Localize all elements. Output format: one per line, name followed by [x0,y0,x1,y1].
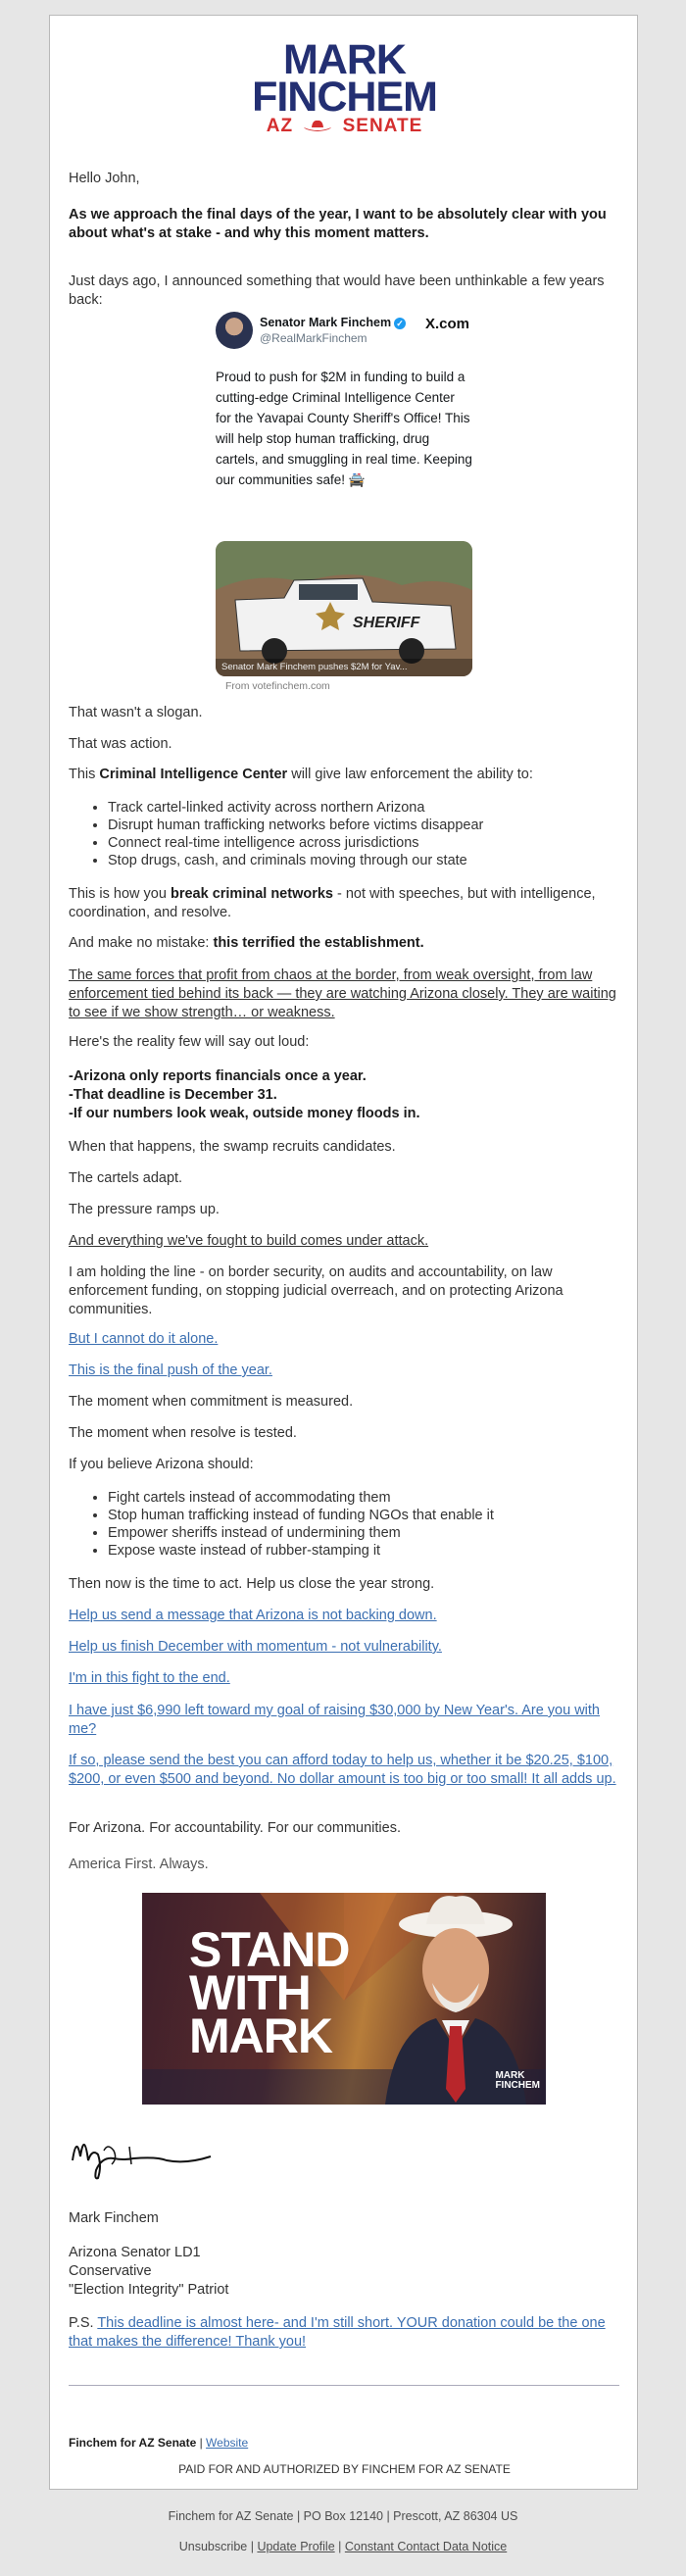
afford-link[interactable]: If so, please send the best you can afford today to help us, whether it be $20.25, $100, $200, or even $500 and beyond. No dollar amount is too big or too small! It all adds up. [69,1753,616,1787]
reports-line-1: -Arizona only reports financials once a year. [69,1068,367,1084]
logo-senate: SENATE [342,116,423,136]
goal-link-wrap [69,1702,619,1739]
banner-badge-mark: MARK [495,2070,525,2081]
logo-finchem: FINCHEM [252,74,437,121]
list-item: • Track cartel-linked activity across northern Arizona [108,799,617,817]
momentum-link-wrap [69,1638,619,1657]
sheriff-truck-image [216,541,472,676]
para-attack: And everything we've fought to build comes under attack. [69,1233,429,1249]
truck-label: SHERIFF [353,615,420,631]
tweet-image-caption: Senator Mark Finchem pushes $2M for Yav... [216,659,472,676]
para-center: This Criminal Intelligence Center will give law enforcement the ability to: [69,767,533,782]
footer-org-name: Finchem for AZ Senate [69,2436,197,2450]
campaign-logo [50,36,639,137]
banner-badge [495,2071,540,2091]
para-for-arizona: For Arizona. For accountability. For our communities. [69,1820,401,1836]
update-profile-link[interactable]: Update Profile [257,2540,335,2553]
para-break-networks: This is how you break criminal networks - not with speeches, but with intelligence, coordination, and resolve. [69,886,596,920]
reports-line-3: -If our numbers look weak, outside money floods in. [69,1106,420,1121]
para-slogan: That wasn't a slogan. [69,705,203,720]
tweet-handle: @RealMarkFinchem [260,331,368,345]
card-footer-org: Finchem for AZ Senate | Website [69,2436,249,2450]
x-logo-icon [425,315,469,334]
footer-links: Unsubscribe | Update Profile | Constant Contact Data Notice [178,2540,508,2553]
banner-word-mark: MARK [189,2008,332,2063]
para-reality: Here's the reality few will say out loud: [69,1034,310,1050]
signer-title-2: Conservative [69,2263,152,2279]
fight-link-wrap [69,1669,619,1688]
banner-word-stand: STAND [189,1922,350,1977]
signer-name: Mark Finchem [69,2210,159,2226]
logo-subtitle [50,116,639,137]
tweet-author-name: Senator Mark Finchem ✓ [260,315,406,331]
beliefs-list [88,1489,617,1560]
banner-word-with: WITH [189,1965,311,2020]
list-item: • Fight cartels instead of accommodating them [108,1489,617,1507]
goal-link[interactable]: I have just $6,990 left toward my goal of raising $30,000 by New Year's. Are you with me? [69,1703,601,1737]
para-america-first: America First. Always. [69,1857,209,1872]
embedded-tweet[interactable] [215,306,475,692]
banner-slogan [189,1922,350,2063]
afford-link-wrap [69,1752,619,1789]
banner-badge-finchem: FINCHEM [495,2080,540,2091]
ps-paragraph [69,2314,619,2352]
handwritten-signature [69,2121,216,2190]
stand-with-mark-banner[interactable] [142,1893,546,2105]
footer-divider [69,2385,619,2386]
greeting: Hello John, [69,171,140,186]
para-action: That was action. [69,736,172,752]
list-item: • Stop human trafficking instead of funding NGOs that enable it [108,1507,617,1524]
cowboy-hat-icon [303,119,332,132]
tweet-text: Proud to push for $2M in funding to build a cutting-edge Criminal Intelligence Center for the Yavapai County Sheriff's Office! This will help stop human trafficking, drug cartels, and smuggling in real time. Keeping our communities safe! 🚔 [216,370,472,487]
cannot-alone-link-wrap [69,1330,619,1349]
list-item: • Empower sheriffs instead of undermining them [108,1524,617,1542]
tweet-source: X.com [424,316,469,332]
final-push-link-wrap [69,1362,619,1380]
abilities-list [88,799,617,869]
para-holding: I am holding the line - on border security, on audits and accountability, on law enforcement funding, on stopping judicial overreach, and on protecting Arizona communities. [69,1264,564,1317]
para-act: Then now is the time to act. Help us close the year strong. [69,1576,435,1592]
unsubscribe-link[interactable]: Unsubscribe [178,2540,248,2553]
para-forces: The same forces that profit from chaos at the border, from weak oversight, from law enforcement tied behind its back — they are watching Arizona closely. They are waiting to see if we show strength… or weakness. [69,967,616,1020]
para-resolve: The moment when resolve is tested. [69,1425,297,1441]
fight-link[interactable]: I'm in this fight to the end. [69,1670,230,1686]
tweet-source-link[interactable]: From votefinchem.com [225,680,330,692]
reports-line-2: -That deadline is December 31. [69,1087,277,1103]
ps-donate-link[interactable]: This deadline is almost here- and I'm still short. YOUR donation could be the one that makes the difference! Thank you! [69,2315,606,2350]
send-message-link[interactable]: Help us send a message that Arizona is not backing down. [69,1608,437,1623]
para-cartels: The cartels adapt. [69,1170,183,1186]
para-commitment: The moment when commitment is measured. [69,1394,354,1410]
send-message-link-wrap [69,1607,619,1625]
tweet-avatar [216,312,253,349]
para-swamp: When that happens, the swamp recruits candidates. [69,1139,396,1155]
website-link[interactable]: Website [206,2436,249,2450]
list-item: • Expose waste instead of rubber-stamping it [108,1542,617,1560]
para-pressure: The pressure ramps up. [69,1202,220,1217]
intro-text: Just days ago, I announced something that would have been unthinkable a few years back: [69,273,605,308]
para-believe: If you believe Arizona should: [69,1457,254,1472]
verified-badge-icon: ✓ [394,318,406,329]
paid-for-notice: PAID FOR AND AUTHORIZED BY FINCHEM FOR AZ SENATE [178,2462,511,2476]
list-item: • Stop drugs, cash, and criminals moving through our state [108,852,617,869]
email-card [49,15,638,2490]
signer-title-1: Arizona Senator LD1 [69,2245,201,2260]
para-mistake: And make no mistake: this terrified the establishment. [69,935,424,951]
ps-label: P.S. [69,2315,98,2331]
tweet-image [216,541,472,676]
list-item: • Connect real-time intelligence across jurisdictions [108,834,617,852]
cannot-alone-link[interactable]: But I cannot do it alone. [69,1331,219,1347]
logo-az: AZ [266,116,294,136]
logo-mark: MARK [283,36,406,83]
intro-bold: As we approach the final days of the year, I want to be absolutely clear with you about what's at stake - and why this moment matters. [69,207,607,241]
list-item: • Disrupt human trafficking networks before victims disappear [108,817,617,834]
momentum-link[interactable]: Help us finish December with momentum - not vulnerability. [69,1639,442,1655]
final-push-link[interactable]: This is the final push of the year. [69,1362,272,1378]
signer-title-3: "Election Integrity" Patriot [69,2282,229,2298]
constant-contact-notice-link[interactable]: Constant Contact Data Notice [344,2540,508,2553]
footer-address: Finchem for AZ Senate | PO Box 12140 | Prescott, AZ 86304 US [168,2509,518,2523]
